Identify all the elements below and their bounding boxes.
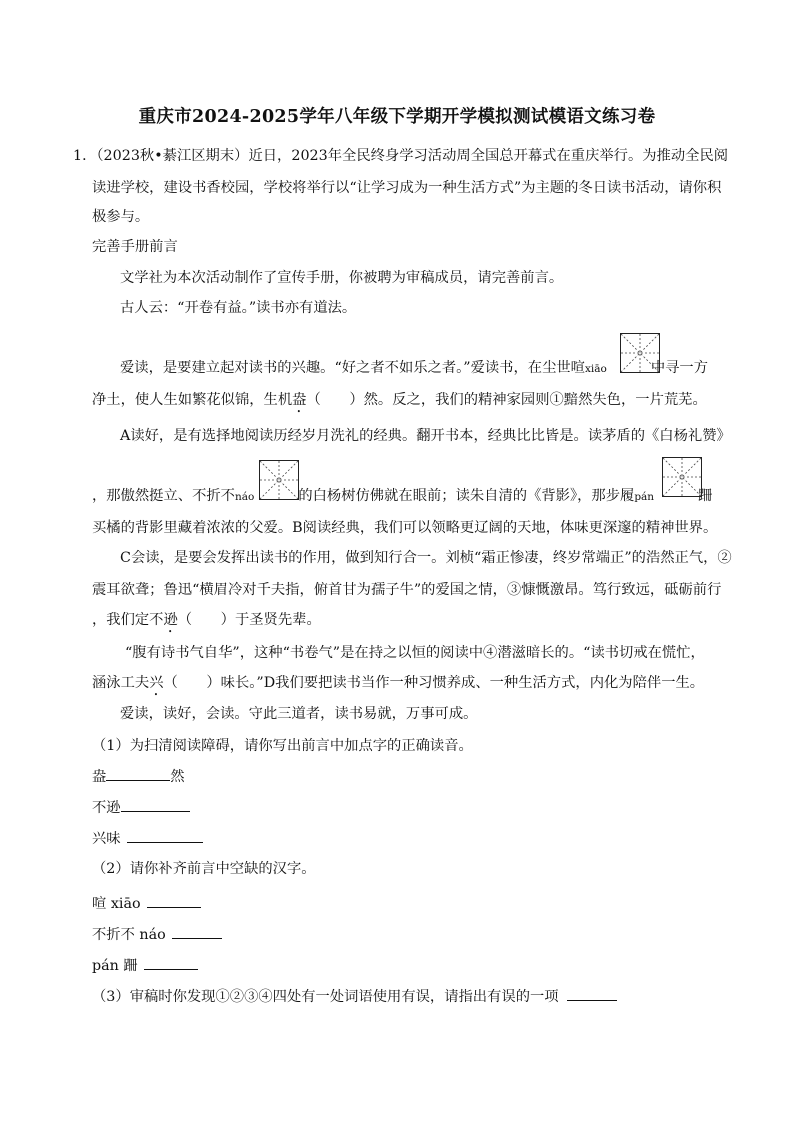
question-source: （2023秋•綦江区期末） bbox=[96, 148, 249, 164]
dotted-char-xun: 逊 bbox=[163, 612, 178, 628]
preface-line-4: 净土，使人生如繁花似锦，生机盎（ ）然。反之，我们的精神家园则①黯然失色，一片荒芜。 bbox=[92, 392, 707, 408]
preface-line-10: ，我们定不逊（ ）于圣贤先辈。 bbox=[92, 612, 321, 628]
page-title: 重庆市2024-2025学年八年级下学期开学模拟测试模语文练习卷 bbox=[138, 107, 656, 127]
preface-paragraph-1: 文学社为本次活动制作了宣传手册，你被聘为审稿成员，请完善前言。 bbox=[120, 270, 564, 286]
question-intro-line-3: 极参与。 bbox=[92, 209, 150, 225]
pinyin-xiao: xiāo bbox=[584, 363, 607, 375]
writing-grid-icon bbox=[621, 334, 659, 372]
answer-line-ang: 盎 然 bbox=[92, 766, 185, 787]
section-title: 完善手册前言 bbox=[92, 239, 178, 255]
dotted-char-xing: 兴 bbox=[149, 675, 164, 691]
sub-question-3: （3）审稿时你发现①②③④四处有一处词语使用有误，请指出有误的一项 bbox=[92, 986, 617, 1007]
answer-line-xun: 不逊 bbox=[92, 797, 190, 818]
answer-blank-ang[interactable] bbox=[106, 766, 170, 781]
answer-line-pan: pán 跚 bbox=[92, 955, 198, 976]
question-number: 1． bbox=[73, 148, 97, 164]
answer-line-nao: 不折不 náo bbox=[92, 924, 222, 945]
answer-line-xiao: 喧 xiāo bbox=[92, 893, 201, 914]
writing-grid-box-2[interactable] bbox=[259, 460, 299, 500]
sub-question-2: （2）请你补齐前言中空缺的汉字。 bbox=[92, 861, 316, 877]
answer-blank-error-item[interactable] bbox=[567, 986, 617, 1001]
answer-blank-nao[interactable] bbox=[172, 924, 222, 939]
preface-line-12: 涵泳工夫兴（ ）味长。”D我们要把读书当作一种习惯养成、一种生活方式，内化为陪伴一生。 bbox=[92, 675, 705, 691]
preface-line-3: 爱读，是要建立起对读书的兴趣。“好之者不如乐之者。”爱读书，在尘世喧xiāo 中寻一方 bbox=[120, 360, 709, 376]
preface-line-8: C会读，是要会发挥出读书的作用，做到知行合一。刘桢“霜正惨凄，终岁常端正”的浩然正气，② bbox=[120, 550, 732, 566]
writing-grid-icon bbox=[260, 461, 298, 499]
preface-line-7: 买橘的背影里藏着浓浓的父爱。B阅读经典，我们可以领略更辽阔的天地，体味更深邃的精神世界。 bbox=[92, 520, 718, 536]
writing-grid-icon bbox=[663, 458, 701, 496]
answer-line-xing: 兴味 bbox=[92, 828, 203, 849]
preface-line-9: 震耳欲聋；鲁迅“横眉冷对千夫指，俯首甘为孺子牛”的爱国之情，③慷慨激昂。笃行致远，砥砺前行 bbox=[92, 582, 722, 598]
writing-grid-box-1[interactable] bbox=[620, 333, 660, 373]
question-intro-line-1: 1．（2023秋•綦江区期末）近日，2023年全民终身学习活动周全国总开幕式在重庆举行。为推动全民阅 bbox=[73, 148, 729, 164]
preface-line-5: A读好，是有选择地阅读历经岁月洗礼的经典。翻开书本，经典比比皆是。读茅盾的《白杨礼赞》 bbox=[120, 428, 731, 444]
answer-blank-xing[interactable] bbox=[127, 828, 203, 843]
answer-blank-xiao[interactable] bbox=[147, 893, 201, 908]
sub-question-1: （1）为扫清阅读障碍，请你写出前言中加点字的正确读音。 bbox=[92, 738, 473, 754]
dotted-char-ang: 盎 bbox=[292, 392, 307, 408]
preface-paragraph-2: 古人云：“开卷有益。”读书亦有道法。 bbox=[120, 300, 357, 316]
answer-blank-xun[interactable] bbox=[121, 797, 190, 812]
preface-line-11: “腹有诗书气自华”，这种“书卷气”是在持之以恒的阅读中④潜滋暗长的。“读书切戒在慌忙， bbox=[125, 645, 705, 661]
pinyin-nao: náo bbox=[234, 491, 255, 503]
answer-blank-pan[interactable] bbox=[144, 955, 198, 970]
writing-grid-box-3[interactable] bbox=[662, 457, 702, 497]
pinyin-pan: pán bbox=[634, 491, 655, 503]
preface-line-6: ，那傲然挺立、不折不náo 的白杨树仿佛就在眼前；读朱自清的《背影》，那步履pán 跚 bbox=[92, 488, 713, 504]
question-intro-line-2: 读进学校，建设书香校园，学校将举行以“让学习成为一种生活方式”为主题的冬日读书活动，请你积 bbox=[92, 180, 722, 196]
preface-line-13: 爱读，读好，会读。守此三道者，读书易就，万事可成。 bbox=[120, 706, 478, 722]
